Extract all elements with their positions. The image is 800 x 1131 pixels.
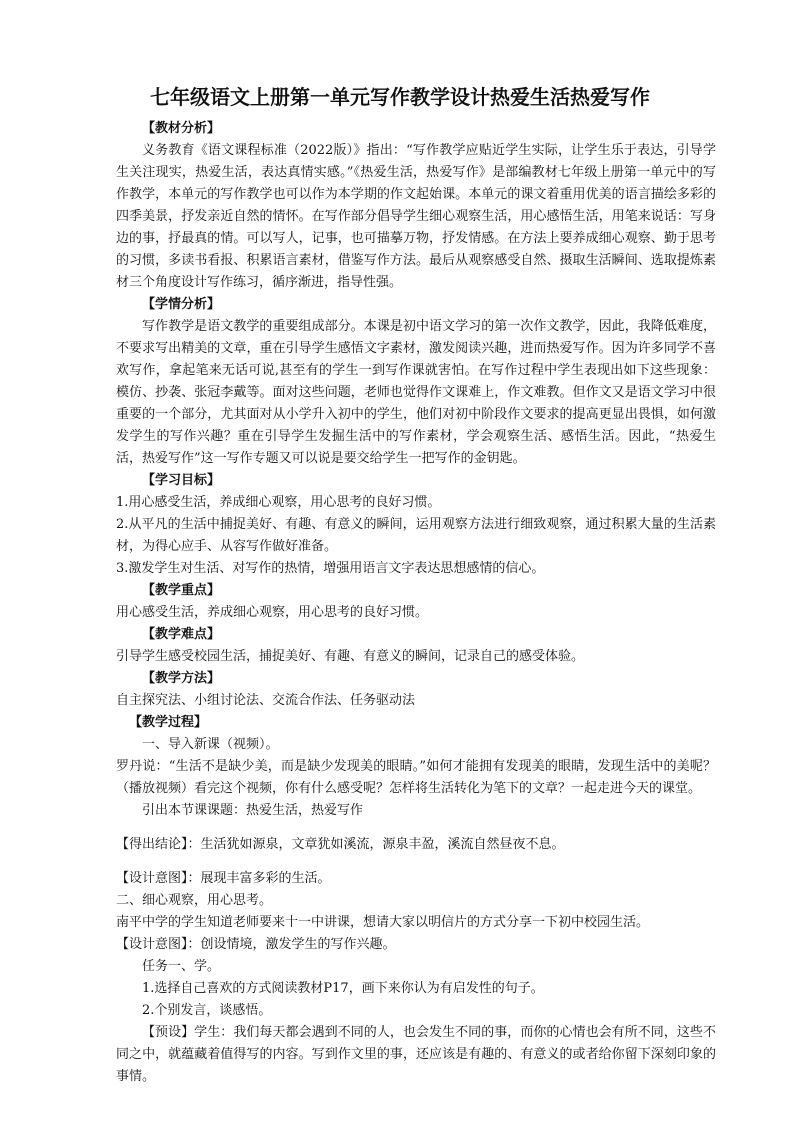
heading-student-analysis: 【学情分析】 — [142, 297, 221, 312]
paragraph-conclusion: 【得出结论】：生活犹如源泉，文章犹如溪流，源泉丰盈，溪流自然昼夜不息。 — [116, 837, 565, 852]
heading-textbook-analysis: 【教材分析】 — [142, 121, 221, 136]
paragraph-difficulties: 引导学生感受校园生活，捕捉美好、有趣、有意义的瞬间，记录自己的感受体验。 — [116, 649, 585, 664]
objective-item-1: 1.用心感受生活，养成细心观察，用心思考的良好习惯。 — [116, 495, 441, 510]
task-1-heading: 任务一、学。 — [142, 959, 221, 974]
paragraph-methods: 自主探究法、小组讨论法、交流合作法、任务驱动法 — [116, 693, 416, 708]
heading-methods: 【教学方法】 — [142, 671, 221, 686]
paragraph-topic: 引出本节课课题：热爱生活，热爱写作 — [142, 803, 364, 818]
task-1-item-1: 1.选择自己喜欢的方式阅读教材P17，画下来你认为有启发性的句子。 — [142, 981, 544, 996]
paragraph-situation: 南平中学的学生知道老师要来十一中讲课，想请大家以明信片的方式分享一下初中校园生活。 — [116, 915, 650, 930]
paragraph-design-intent-2: 【设计意图】：创设情境，激发学生的写作兴趣。 — [116, 937, 396, 952]
heading-objectives: 【学习目标】 — [142, 473, 221, 488]
document-body — [116, 118, 716, 1088]
paragraph-preset: 【预设】学生：我们每天都会遇到不同的人，也会发生不同的事，而你的心情也会有所不同，这些不同之中，就蕴藏着值得写的内容。写到作文里的事，还应该是有趣的、有意义的或者给你留下深刻印象的事情。 — [116, 1025, 716, 1084]
objective-item-2: 2.从平凡的生活中捕捉美好、有趣、有意义的瞬间，运用观察方法进行细致观察，通过积累大量的生活素材，为得心应手、从容写作做好准备。 — [116, 517, 716, 554]
process-step-2: 二、细心观察，用心思考。 — [116, 893, 273, 908]
process-step-1: 一、导入新课（视频）。 — [142, 737, 279, 752]
heading-key-points: 【教学重点】 — [142, 583, 221, 598]
paragraph-intro: 罗丹说：“生活不是缺少美，而是缺少发现美的眼睛。”如何才能拥有发现美的眼睛，发现生活中的美呢？（播放视频）看完这个视频，你有什么感受呢？怎样将生活转化为笔下的文章？一起走进今天的课堂。 — [116, 759, 716, 796]
paragraph-key-points: 用心感受生活，养成细心观察，用心思考的良好习惯。 — [116, 605, 429, 620]
paragraph-design-intent-1: 【设计意图】：展现丰富多彩的生活。 — [116, 871, 331, 886]
paragraph-student-analysis: 写作教学是语文教学的重要组成部分。本课是初中语文学习的第一次作文教学，因此，我降低难度，不要求写出精美的文章，重在引导学生感悟文字素材，激发阅读兴趣，进而热爱写作。因为许多同学不喜欢写作，拿起笔来无话可说,甚至有的学生一到写作课就害怕。在写作过程中学生表现出如下这些现象：模仿、抄袭、张冠李戴等。面对这些问题，老师也觉得作文课难上，作文难教。但作文又是语文学习中很重要的一个部分，尤其面对从小学升入初中的学生，他们对初中阶段作文要求的提高更显出畏惧，如何激发学生的写作兴趣？重在引导学生发掘生活中的写作素材，学会观察生活、感悟生活。因此，“热爱生活，热爱写作”这一写作专题又可以说是要交给学生一把写作的金钥匙。 — [116, 319, 716, 466]
objective-item-3: 3.激发学生对生活、对写作的热情，增强用语言文字表达思想感情的信心。 — [116, 561, 545, 576]
task-1-item-2: 2.个别发言，谈感悟。 — [142, 1003, 272, 1018]
heading-difficulties: 【教学难点】 — [142, 627, 221, 642]
heading-process: 【教学过程】 — [129, 715, 208, 730]
page-title: 七年级语文上册第一单元写作教学设计热爱生活热爱写作 — [150, 85, 650, 109]
paragraph-textbook-analysis: 义务教育《语文课程标准（2022版）》指出：“写作教学应贴近学生实际，让学生乐于表达，引导学生关注现实，热爱生活，表达真情实感。”《热爱生活，热爱写作》是部编教材七年级上册第一单元中的写作教学，本单元的写作教学也可以作为本学期的作文起始课。本单元的课文着重用优美的语言描绘多彩的四季美景，抒发亲近自然的情怀。在写作部分倡导学生细心观察生活，用心感悟生活，用笔来说话：写身边的事，抒最真的情。可以写人，记事，也可描摹万物，抒发情感。在方法上要养成细心观察、勤于思考的习惯，多读书看报、积累语言素材，借鉴写作方法。最后从观察感受自然、摄取生活瞬间、选取提炼素材三个角度设计写作练习，循序渐进，指导性强。 — [116, 143, 716, 290]
